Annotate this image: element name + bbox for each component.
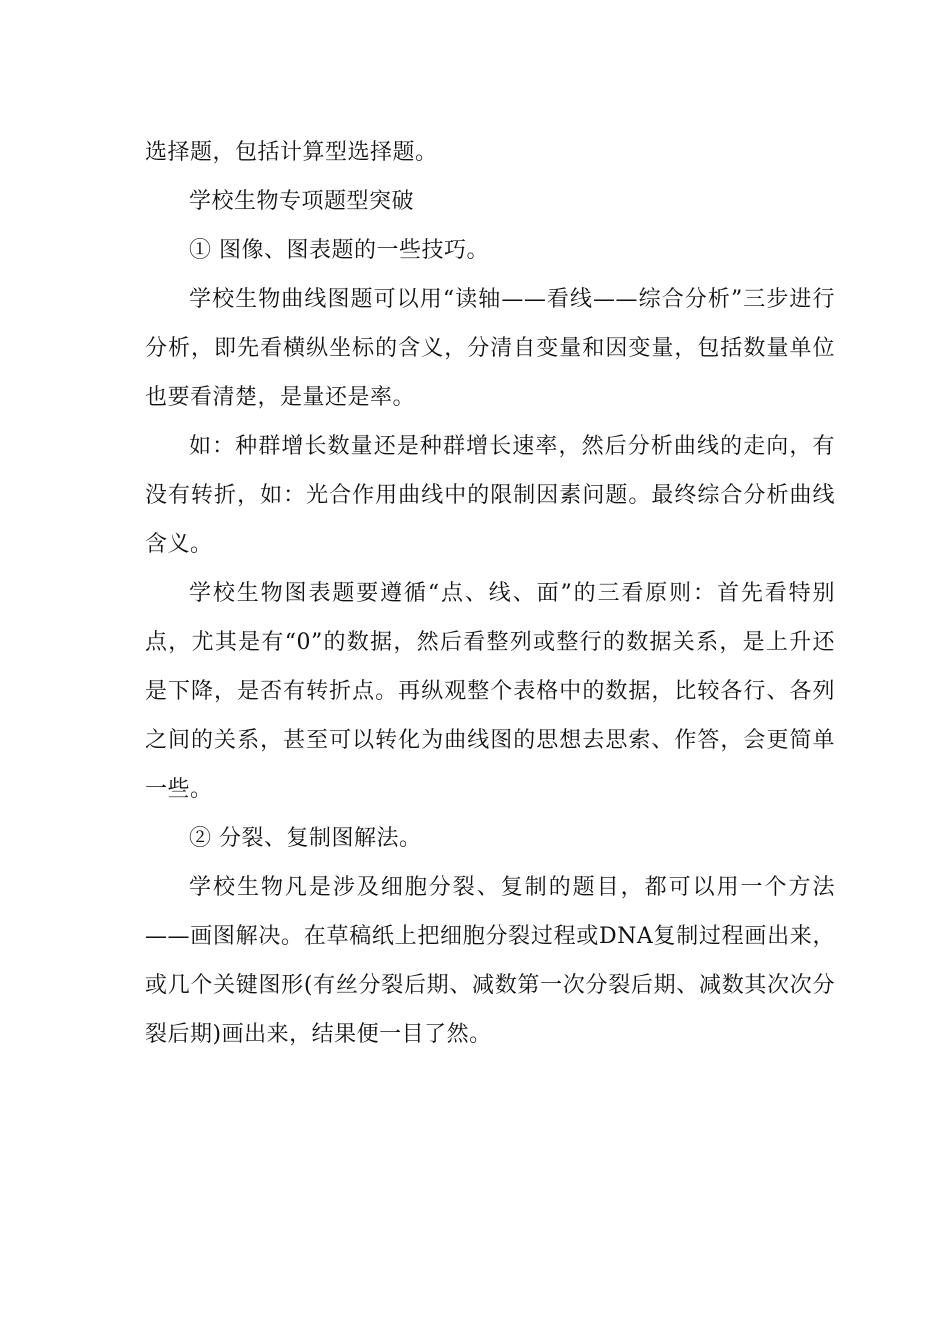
paragraph-curve-analysis: 学校生物曲线图题可以用“读轴——看线——综合分析”三步进行分析，即先看横纵坐标的含义，分清自变量和因变量，包括数量单位也要看清楚，是量还是率。	[145, 287, 835, 410]
section-heading: 学校生物专项题型突破	[189, 189, 415, 214]
paragraph-table-analysis: 学校生物图表题要遵循“点、线、面”的三看原则：首先看特别点，尤其是有“0”的数据，然后看整列或整行的数据关系，是上升还是下降，是否有转折点。再纵观整个表格中的数据，比较各行、各列之间的关系，甚至可以转化为曲线图的思想去思索、作答，会更简单一些。	[145, 581, 835, 802]
document-body	[145, 128, 835, 1059]
subheading-chart-techniques: ① 图像、图表题的一些技巧。	[189, 238, 489, 263]
paragraph-example: 如：种群增长数量还是种群增长速率，然后分析曲线的走向，有没有转折，如：光合作用曲线中的限制因素问题。最终综合分析曲线含义。	[145, 434, 835, 557]
subheading-division-diagram: ② 分裂、复制图解法。	[189, 826, 422, 851]
paragraph-continuation: 选择题，包括计算型选择题。	[145, 140, 438, 165]
paragraph-division-method: 学校生物凡是涉及细胞分裂、复制的题目，都可以用一个方法——画图解决。在草稿纸上把细胞分裂过程或DNA复制过程画出来，或几个关键图形(有丝分裂后期、减数第一次分裂后期、减数其次次分裂后期)画出来，结果便一目了然。	[145, 875, 835, 1047]
